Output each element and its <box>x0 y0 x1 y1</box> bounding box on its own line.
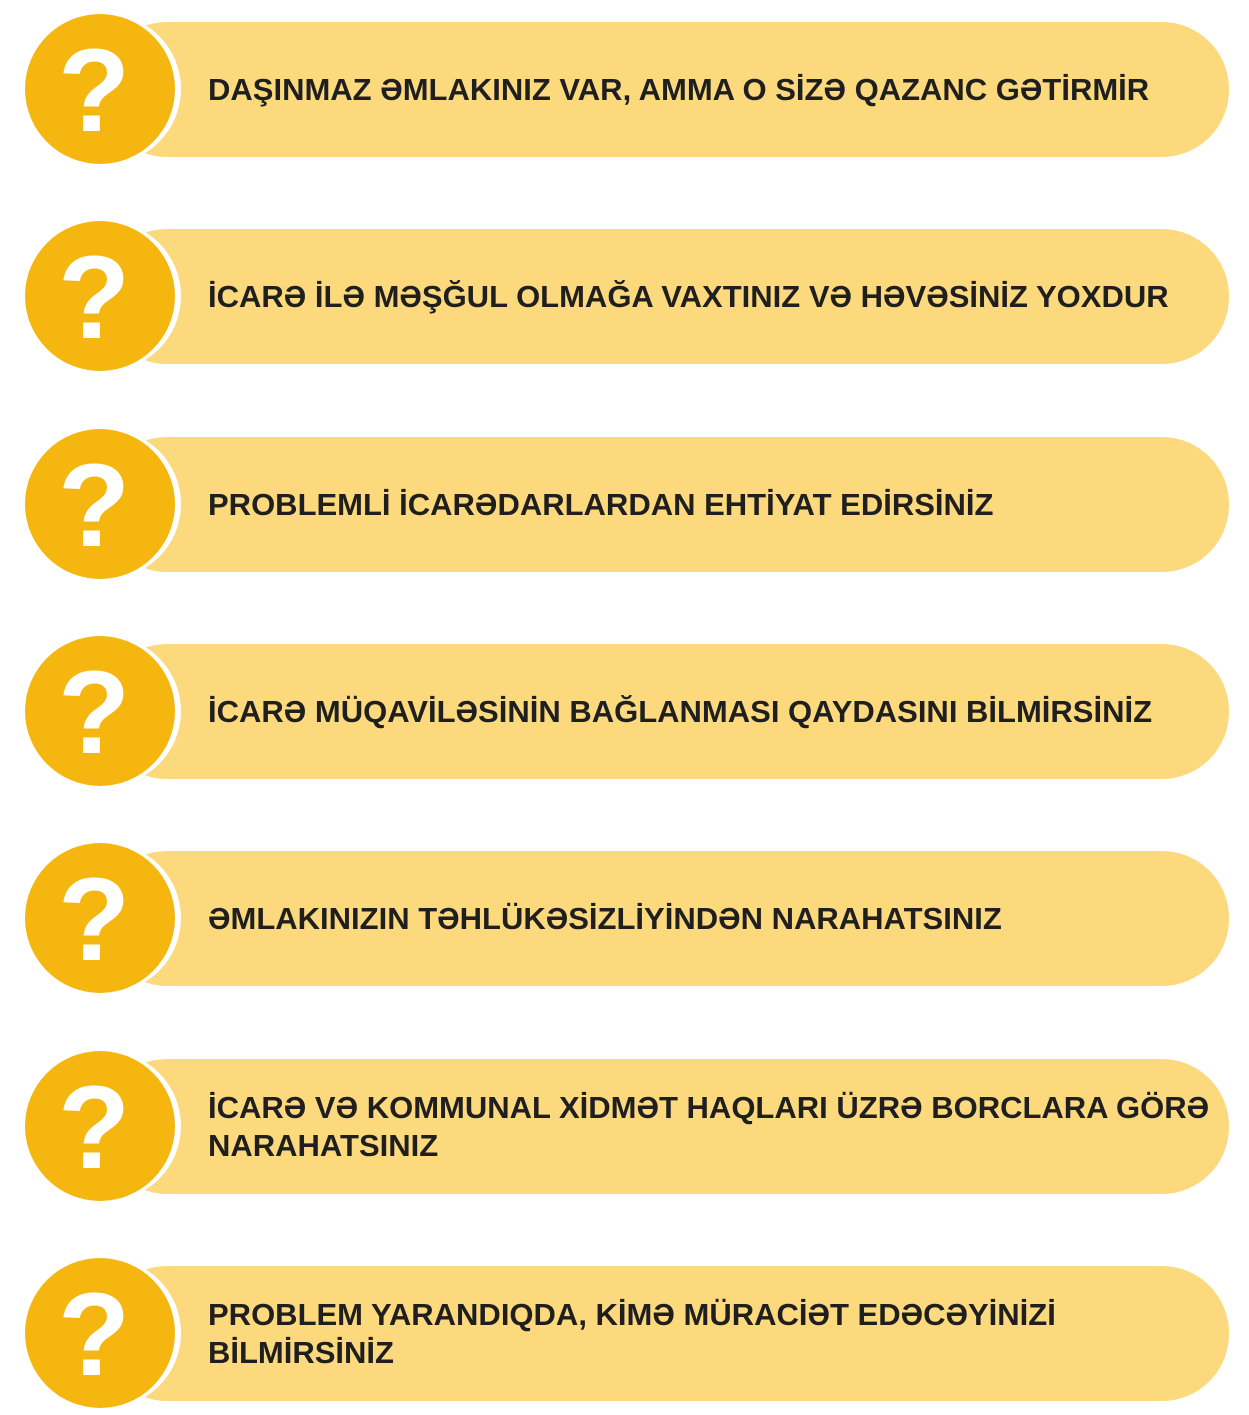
question-item <box>0 429 1249 579</box>
question-badge <box>25 843 175 993</box>
question-mark-icon: ? <box>57 25 131 157</box>
item-text: ƏMLAKINIZIN TƏHLÜKƏSİZLİYİNDƏN NARAHATSINIZ <box>208 900 1002 936</box>
question-item <box>0 14 1249 164</box>
question-mark-icon: ? <box>57 647 131 779</box>
question-badge <box>25 1258 175 1408</box>
item-text: PROBLEM YARANDIQDA, KİMƏ MÜRACİƏT EDƏCƏYİNİZİ BİLMİRSİNİZ <box>208 1296 1056 1370</box>
item-text: İCARƏ MÜQAVİLƏSİNİN BAĞLANMASI QAYDASINI BİLMİRSİNİZ <box>208 693 1153 729</box>
question-badge <box>25 1051 175 1201</box>
question-mark-icon: ? <box>57 440 131 572</box>
question-badge <box>25 221 175 371</box>
question-mark-icon: ? <box>57 1269 131 1401</box>
question-badge <box>25 636 175 786</box>
question-item <box>0 843 1249 993</box>
question-badge <box>25 14 175 164</box>
item-text: PROBLEMLİ İCARƏDARLARDAN EHTİYAT EDİRSİNİZ <box>208 486 994 522</box>
question-item <box>0 636 1249 786</box>
question-item <box>0 1051 1249 1201</box>
item-text: İCARƏ VƏ KOMMUNAL XİDMƏT HAQLARI ÜZRƏ BORCLARA GÖRƏ NARAHATSINIZ <box>208 1089 1210 1163</box>
item-text: İCARƏ İLƏ MƏŞĞUL OLMAĞA VAXTINIZ VƏ HƏVƏSİNİZ YOXDUR <box>208 278 1169 314</box>
question-mark-icon: ? <box>57 1062 131 1194</box>
question-badge <box>25 429 175 579</box>
question-item <box>0 221 1249 371</box>
question-item <box>0 1258 1249 1408</box>
question-mark-icon: ? <box>57 854 131 986</box>
item-text: DAŞINMAZ ƏMLAKINIZ VAR, AMMA O SİZƏ QAZANC GƏTİRMİR <box>208 71 1150 107</box>
question-mark-icon: ? <box>57 232 131 364</box>
